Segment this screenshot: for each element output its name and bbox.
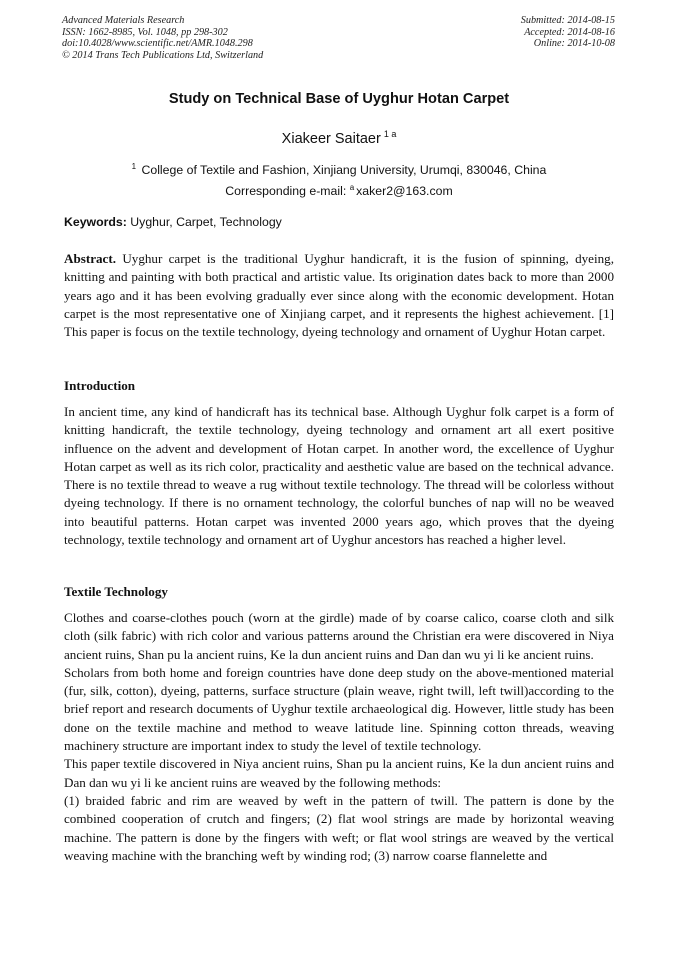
author-superscript: 1 a xyxy=(383,129,397,139)
keywords-line xyxy=(64,215,282,229)
author-name: Xiakeer Saitaer xyxy=(281,131,381,147)
abstract-label: Abstract. xyxy=(64,251,116,266)
introduction-heading: Introduction xyxy=(64,378,136,393)
abstract-paragraph xyxy=(64,250,614,341)
textile-technology-section xyxy=(64,609,614,865)
keywords-text: Uyghur, Carpet, Technology xyxy=(130,215,282,229)
email-address: xaker2@163.com xyxy=(356,184,453,198)
abstract-text: Uyghur carpet is the traditional Uyghur handicraft, it is the fusion of spinning, dyeing, knitting and painting with both practical and artistic value. Its origination dates back to more than 2000 years ago and it has been evolving gradually ever since along with the economic development. Hotan carpet is the most representative one of Xinjiang carpet, and it represents the highest achievement. [1] This paper is focus on the textile technology, dyeing technology and ornament of Uyghur Hotan carpet. xyxy=(64,251,614,340)
accepted-date: Accepted: 2014-08-16 xyxy=(524,26,615,38)
journal-meta xyxy=(62,15,263,61)
dates-meta xyxy=(521,15,615,50)
textile-paragraph-4: (1) braided fabric and rim are weaved by weft in the pattern of twill. The pattern is done by the combined cooperation of crutch and fingers; (2) flat wool strings are made by horizontal weaving machine. The pattern is done by the fingers with weft; or flat wool strings are weaved by the vertical weaving machine with the branching weft by winding rod; (3) narrow coarse flannelette and xyxy=(64,792,614,863)
introduction-section xyxy=(64,403,614,549)
textile-paragraph-1: Clothes and coarse-clothes pouch (worn at the girdle) made of by coarse calico, coarse cloth and silk cloth (silk fabric) with rich color and various patterns around the Christian era were discovered in Niya ancient ruins, Shan pu la ancient ruins, Ke la dun ancient ruins and Dan dan wu yi li ke ancient ruins. xyxy=(64,610,614,662)
paper-title: Study on Technical Base of Uyghur Hotan Carpet xyxy=(168,91,510,107)
submitted-date: Submitted: 2014-08-15 xyxy=(520,15,615,26)
abstract-section xyxy=(64,250,614,341)
email-line xyxy=(0,179,678,200)
doi-line: doi:10.4028/www.scientific.net/AMR.1048.298 xyxy=(62,38,253,50)
affiliation-line xyxy=(0,158,678,179)
author-line xyxy=(0,129,678,147)
affiliation-text: College of Textile and Fashion, Xinjiang University, Urumqi, 830046, China xyxy=(141,163,547,177)
email-prefix: Corresponding e-mail: xyxy=(225,184,350,198)
affiliation-superscript: 1 xyxy=(131,162,137,171)
online-date: Online: 2014-10-08 xyxy=(533,38,615,50)
affiliation-block xyxy=(0,158,678,200)
keywords-label: Keywords: xyxy=(64,215,127,229)
textile-technology-heading: Textile Technology xyxy=(64,584,168,599)
email-superscript: a xyxy=(349,183,355,192)
issn-line: ISSN: 1662-8985, Vol. 1048, pp 298-302 xyxy=(62,26,228,38)
introduction-paragraph: In ancient time, any kind of handicraft has its technical base. Although Uyghur folk carpet is a form of knitting handicraft, the textile technology, dyeing technology and ornament art all exert positive influence on the advent and development of Hotan carpet. In another word, the excellence of Uyghur Hotan carpet as well as its rich color, practicality and aesthetic value are based on the technical advance. There is no textile thread to weave a rug without textile technology. The thread will be colorless without dyeing technology. If there is no ornament technology, the colorful bunches of nap will no be weaved into beautiful patterns. Hotan carpet was invented 2000 years ago, which proves that the dyeing technology, textile technology and ornament art of Uyghur ancestors has reached a higher level. xyxy=(64,404,614,548)
textile-paragraph-2: Scholars from both home and foreign countries have done deep study on the above-mentioned material (fur, silk, cotton), dyeing, patterns, surface structure (plain weave, right twill, left twill)according to the brief report and research documents of Uyghur textile archaeological dig. However, little study has been done on the textile machine and method to weave latitude line. Spinning cotton threads, weaving machinery structure are important index to study the level of textile technology. xyxy=(64,664,614,754)
copyright-line: © 2014 Trans Tech Publications Ltd, Switzerland xyxy=(62,49,264,61)
journal-name: Advanced Materials Research xyxy=(62,15,185,26)
textile-paragraph-3: This paper textile discovered in Niya ancient ruins, Shan pu la ancient ruins, Ke la dun ancient ruins and Dan dan wu yi li ke ancient ruins are weaved by the following methods: xyxy=(64,756,614,790)
